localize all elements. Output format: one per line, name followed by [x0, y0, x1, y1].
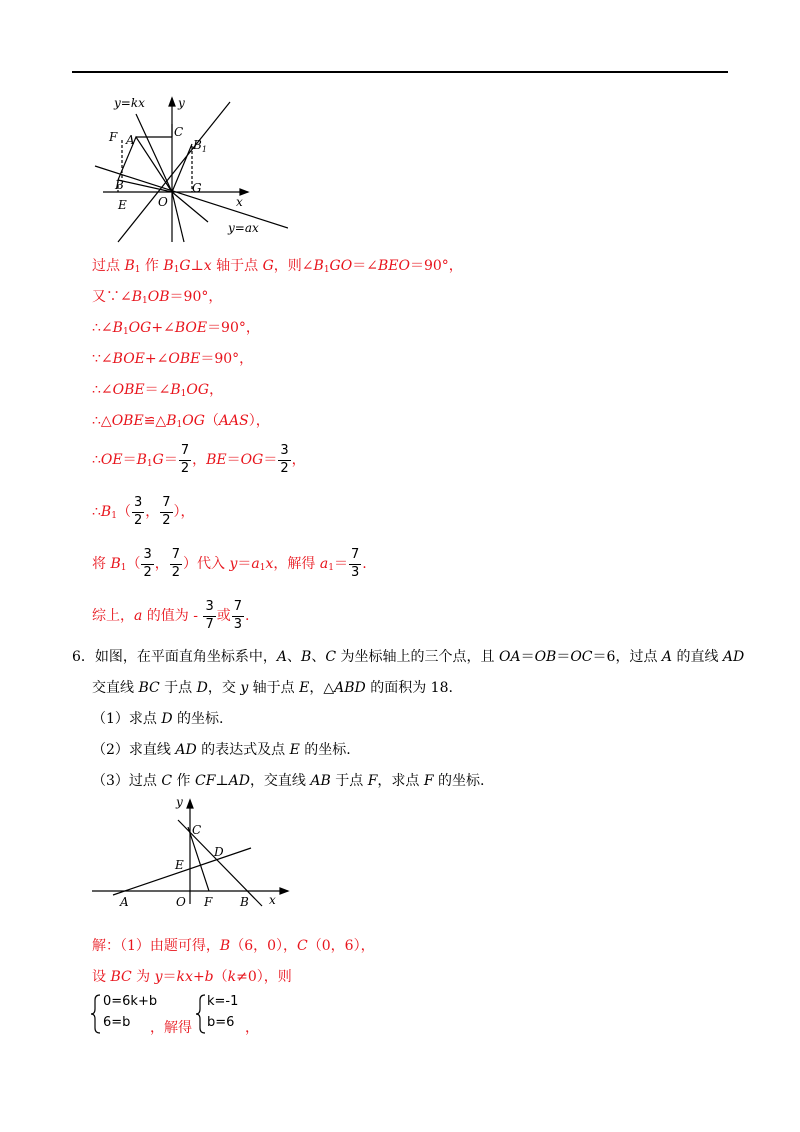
- y-axis-arrow: [187, 800, 193, 808]
- label-c: C: [192, 823, 202, 837]
- question-3: （3）过点 C 作 CF⊥AD，交直线 AB 于点 F，求点 F 的坐标.: [92, 773, 485, 789]
- label-o: O: [176, 895, 186, 909]
- answer-line-1: 解：（1）由题可得，B（6，0），C（0，6），: [92, 938, 375, 954]
- problem-6-line-2: 交直线 BC 于点 D，交 y 轴于点 E，△ABD 的面积为 18.: [92, 680, 453, 696]
- equation-2-row-1: k=-1: [207, 994, 239, 1009]
- solution-line-7: $\therefore OE=B_1G=$ $\frac{7}{2}$ ，BE＝OG＝ $\frac{3}{2}$ ，: [92, 443, 306, 476]
- label-y: y: [176, 795, 183, 809]
- left-brace-icon: [91, 994, 101, 1034]
- solution-line-8: $\therefore B_1$（ $\frac{3}{2}$ ， $\frac{7}{2}$ ），: [92, 495, 195, 528]
- problem-6-line-1: 6．如图，在平面直角坐标系中，A、B、C 为坐标轴上的三个点，且 OA＝OB＝OC＝6，过点 A 的直线 AD: [72, 649, 745, 665]
- question-1: （1）求点 D 的坐标.: [92, 711, 224, 727]
- question-2: （2）求直线 AD 的表达式及点 E 的坐标.: [92, 742, 351, 758]
- y-axis-arrow: [169, 98, 175, 106]
- label-f: F: [204, 895, 213, 909]
- label-f: F: [109, 130, 118, 144]
- answer-solve-text: ，解得: [150, 1020, 192, 1036]
- solution-line-2: 又$\because\angle B_1OB=90^\circ$，: [92, 289, 223, 306]
- label-b: B: [115, 178, 124, 192]
- equation-1-row-1: 0=6k+b: [103, 994, 158, 1009]
- label-b: B: [240, 895, 249, 909]
- header-rule: [72, 71, 728, 73]
- answer-end-punct: ，: [245, 1020, 259, 1036]
- fraction-3-2: $\frac{3}{2}$: [280, 443, 289, 476]
- solution-line-9: 将 $B_1$（ $\frac{3}{2}$ ， $\frac{7}{2}$ ）代入 $y=a_1x$，解得 $a_1=$ $\frac{7}{3}$ .: [92, 547, 367, 580]
- segment-ob1: [172, 144, 192, 192]
- solution-line-4: ∵∠BOE+∠OBE＝90°，: [92, 351, 254, 367]
- label-y: y: [178, 96, 185, 110]
- answer-line-2: 设 BC 为 y＝kx+b（k≠0），则: [92, 969, 292, 985]
- label-d: D: [214, 845, 224, 859]
- line-ykx: [118, 102, 230, 242]
- label-e: E: [175, 858, 184, 872]
- label-x: x: [236, 195, 243, 209]
- solution-line-6: $\therefore\triangle OBE≌\triangle B_1OG(AAS)$，: [92, 413, 270, 430]
- solution-line-3: $\therefore\angle B_1OG+\angle BOE=90^\circ$，: [92, 320, 260, 337]
- label-ykx: y=kx: [114, 96, 145, 110]
- solution-line-1: 过点 $B_1$ 作 $B_1G\perp x$ 轴于点 G，则$\angle B_1GO=\angle BEO=90^\circ$，: [92, 258, 463, 275]
- label-yax: y=ax: [228, 221, 259, 235]
- label-b1: $B_1$: [193, 138, 207, 154]
- label-c: C: [174, 125, 184, 139]
- label-e: E: [118, 198, 127, 212]
- line-yax: [95, 166, 288, 228]
- line-bc: [178, 820, 262, 906]
- equation-2-row-2: b=6: [207, 1015, 235, 1030]
- label-a: A: [126, 133, 135, 147]
- label-a: A: [120, 895, 129, 909]
- x-axis-arrow: [280, 888, 288, 894]
- solution-line-5: $\therefore\angle OBE=\angle B_1OG$，: [92, 382, 224, 399]
- label-g: G: [192, 181, 202, 195]
- label-x: x: [269, 893, 276, 907]
- label-o: O: [158, 195, 168, 209]
- line-steep-lower: [172, 192, 184, 242]
- fraction-7-2: $\frac{7}{2}$: [180, 443, 190, 476]
- left-brace-icon: [196, 994, 206, 1034]
- solution-line-10: 综上，a 的值为 - $\frac{3}{7}$ 或 $\frac{7}{3}$ .: [92, 599, 250, 632]
- figure-2-coordinate-diagram: [88, 792, 298, 917]
- figure-1-coordinate-diagram: [88, 92, 288, 247]
- equation-1-row-2: 6=b: [103, 1015, 131, 1030]
